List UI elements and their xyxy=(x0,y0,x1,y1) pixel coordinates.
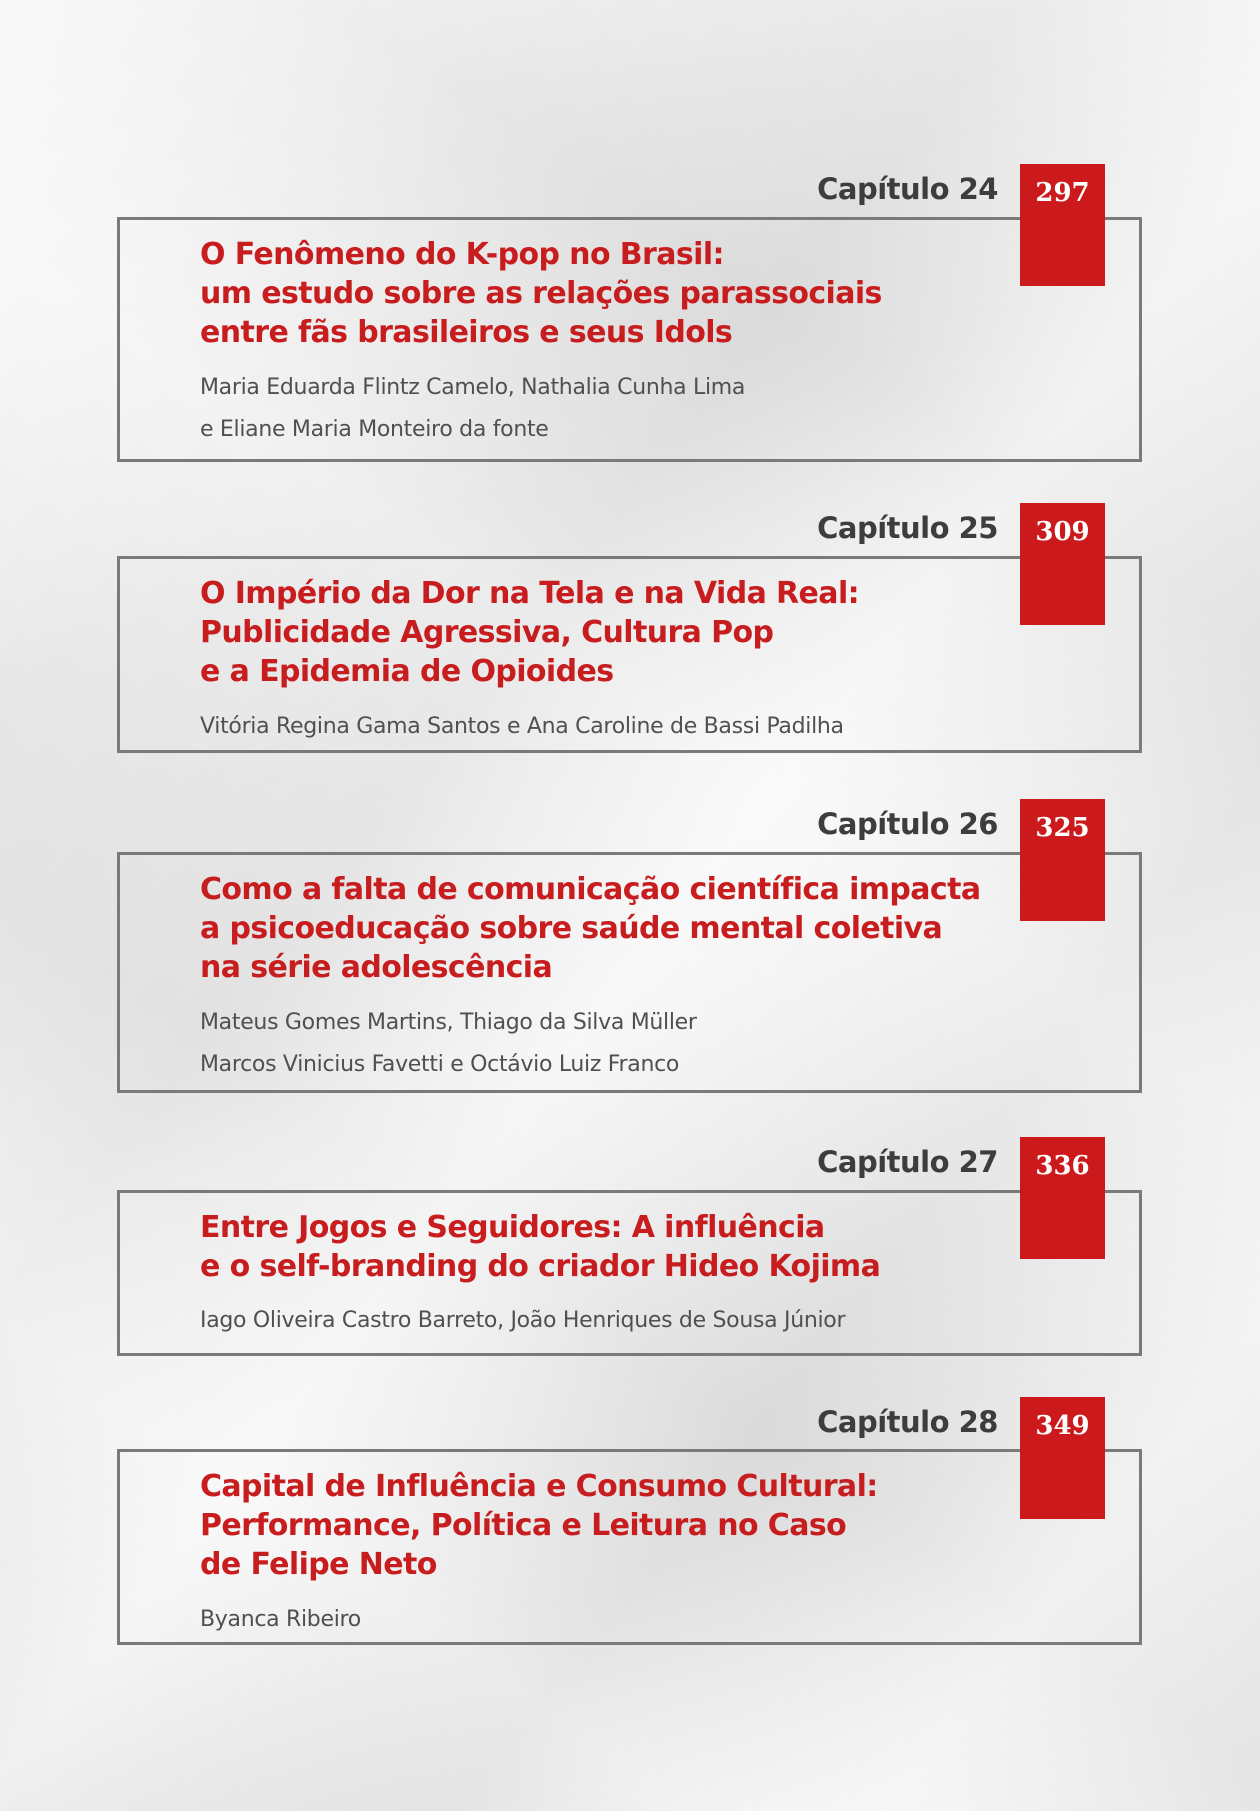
chapter-title[interactable] xyxy=(200,235,882,352)
author-line: Mateus Gomes Martins, Thiago da Silva Müller xyxy=(200,1010,697,1035)
page-number-tab[interactable]: 297 xyxy=(1020,164,1105,286)
chapter-card xyxy=(117,556,1142,753)
chapter-authors xyxy=(200,367,745,451)
chapter-title[interactable] xyxy=(200,870,981,987)
chapter-authors xyxy=(200,1300,845,1342)
chapter-label: Capítulo 28 xyxy=(817,1405,998,1439)
chapter-card xyxy=(117,217,1142,462)
chapter-title-line: de Felipe Neto xyxy=(200,1547,437,1582)
chapter-title-line: e a Epidemia de Opioides xyxy=(200,654,614,689)
toc-entry-chapter-28[interactable] xyxy=(117,1397,1142,1645)
chapter-title-line: a psicoeducação sobre saúde mental coletiva xyxy=(200,911,943,946)
toc-entry-chapter-24[interactable] xyxy=(117,164,1142,462)
chapter-title-line: e o self-branding do criador Hideo Kojima xyxy=(200,1249,881,1284)
page-number-tab[interactable]: 349 xyxy=(1020,1397,1105,1519)
chapter-title-line: Publicidade Agressiva, Cultura Pop xyxy=(200,615,774,650)
chapter-title[interactable] xyxy=(200,1467,878,1584)
chapter-title-line: O Fenômeno do K-pop no Brasil: xyxy=(200,237,724,272)
author-line: Byanca Ribeiro xyxy=(200,1607,361,1632)
chapter-title-line: Entre Jogos e Seguidores: A influência xyxy=(200,1210,825,1245)
author-line: Maria Eduarda Flintz Camelo, Nathalia Cunha Lima xyxy=(200,375,746,400)
chapter-label: Capítulo 24 xyxy=(817,172,998,206)
author-line: Marcos Vinicius Favetti e Octávio Luiz Franco xyxy=(200,1052,680,1077)
author-line: Iago Oliveira Castro Barreto, João Henriques de Sousa Júnior xyxy=(200,1308,846,1333)
chapter-title[interactable] xyxy=(200,574,859,691)
chapter-card xyxy=(117,852,1142,1093)
chapter-title-line: na série adolescência xyxy=(200,950,553,985)
chapter-card xyxy=(117,1190,1142,1356)
page-number-tab[interactable]: 336 xyxy=(1020,1137,1105,1259)
chapter-title[interactable] xyxy=(200,1208,880,1286)
chapter-title-line: O Império da Dor na Tela e na Vida Real: xyxy=(200,576,860,611)
chapter-title-line: Performance, Política e Leitura no Caso xyxy=(200,1508,847,1543)
toc-entry-chapter-25[interactable] xyxy=(117,503,1142,752)
toc-entry-chapter-26[interactable] xyxy=(117,799,1142,1093)
chapter-title-line: entre fãs brasileiros e seus Idols xyxy=(200,315,733,350)
author-line: Vitória Regina Gama Santos e Ana Caroline de Bassi Padilha xyxy=(200,714,844,739)
toc-entry-chapter-27[interactable] xyxy=(117,1137,1142,1356)
chapter-title-line: Como a falta de comunicação científica impacta xyxy=(200,872,981,907)
chapter-label: Capítulo 26 xyxy=(817,807,998,841)
chapter-title-line: Capital de Influência e Consumo Cultural: xyxy=(200,1469,878,1504)
chapter-authors xyxy=(200,1599,361,1641)
chapter-authors xyxy=(200,706,844,748)
chapter-card xyxy=(117,1449,1142,1645)
author-line: e Eliane Maria Monteiro da fonte xyxy=(200,417,549,442)
chapter-authors xyxy=(200,1002,697,1086)
chapter-label: Capítulo 27 xyxy=(817,1145,998,1179)
chapter-title-line: um estudo sobre as relações parassociais xyxy=(200,276,882,311)
page-number-tab[interactable]: 309 xyxy=(1020,503,1105,625)
chapter-label: Capítulo 25 xyxy=(817,511,998,545)
page-number-tab[interactable]: 325 xyxy=(1020,799,1105,921)
